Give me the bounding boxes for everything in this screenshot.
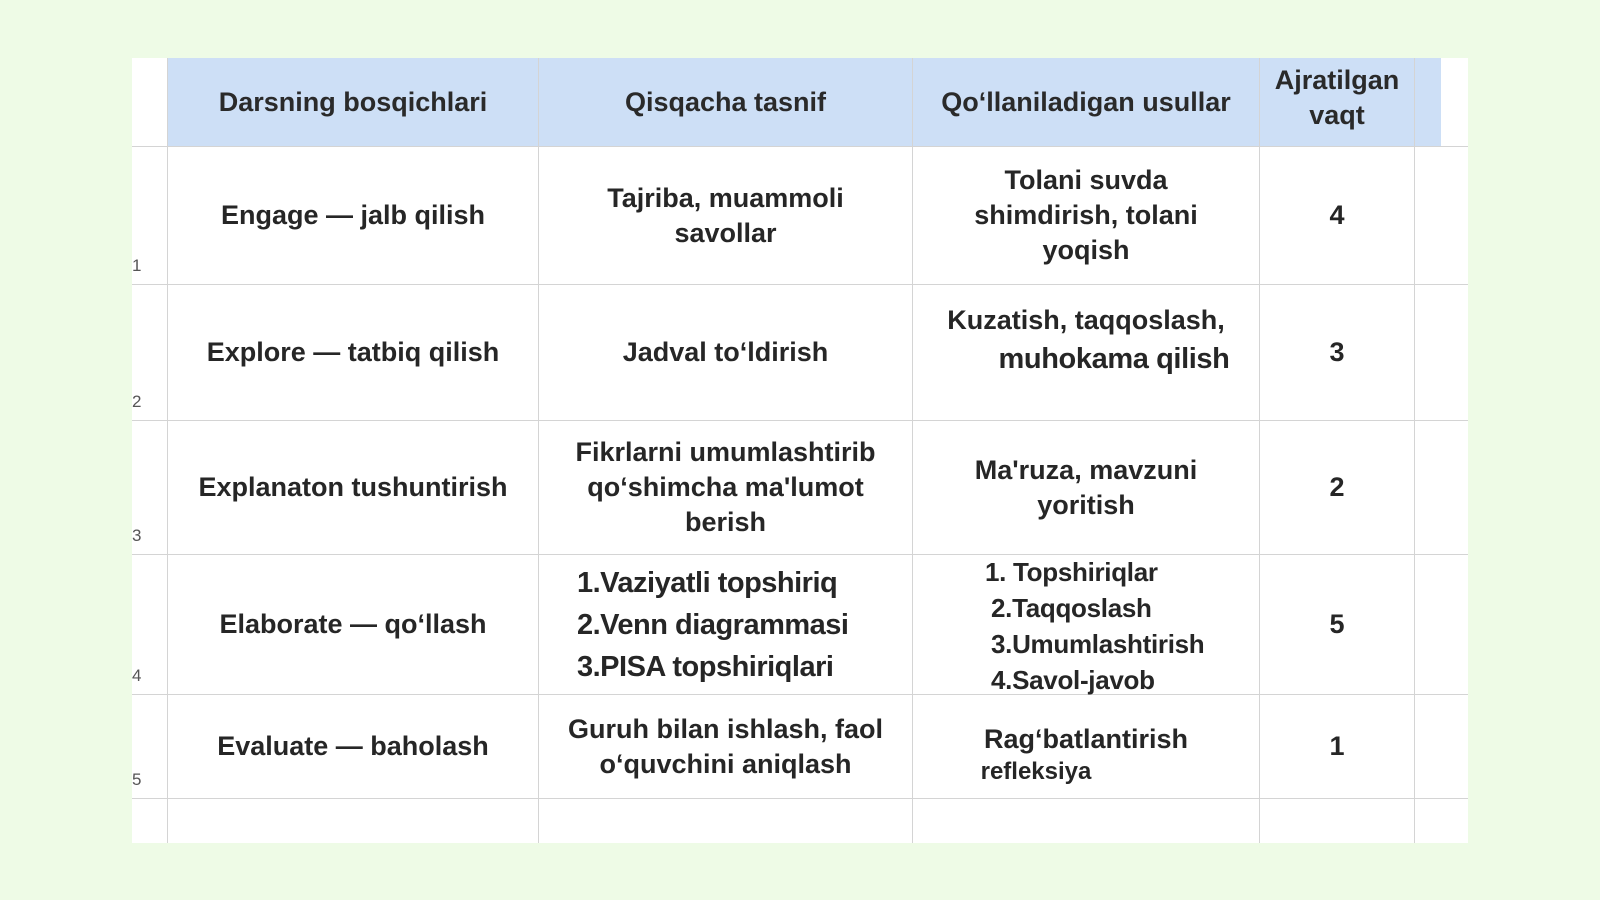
usul-line: 2.Taqqoslash (991, 593, 1152, 623)
tasnif-cell: Jadval to‘ldirish (622, 337, 829, 367)
stage-cell: Engage — jalb qilish (220, 200, 486, 230)
tasnif-line: Fikrlarni umumlashtirib (575, 437, 876, 467)
row-number: 4 (132, 666, 142, 685)
tasnif-line: Tajriba, muammoli (607, 182, 844, 213)
usul-cell (913, 703, 1259, 806)
tasnif-cell (539, 555, 912, 694)
vaqt-cell: 5 (1329, 609, 1345, 639)
usul-line: Tolani suvda (1004, 165, 1168, 195)
header-qisqacha-tasnif: Qisqacha tasnif (624, 86, 827, 117)
vaqt-cell: 2 (1329, 472, 1345, 502)
header-vaqt-line: Ajratilgan (1274, 65, 1400, 95)
row-number: 3 (132, 526, 142, 545)
row-number: 2 (132, 392, 142, 411)
vaqt-cell: 1 (1329, 731, 1345, 761)
grid-line (1414, 58, 1415, 843)
tasnif-line: 3.PISA topshiriqlari (577, 650, 834, 683)
tasnif-line: qo‘shimcha ma'lumot (587, 472, 864, 502)
tasnif-line: Guruh bilan ishlash, faol (567, 713, 884, 744)
stage-cell: Explanaton tushuntirish (198, 472, 508, 502)
header-vaqt-line: vaqt (1309, 100, 1365, 130)
usul-cell (913, 555, 1259, 697)
header-ajratilgan-vaqt (1260, 58, 1414, 138)
usul-line: 3.Umumlashtirish (991, 629, 1205, 659)
row-number: 1 (132, 256, 142, 275)
vaqt-cell: 4 (1329, 200, 1345, 230)
usul-line: yoqish (1042, 235, 1130, 265)
spreadsheet-table (132, 58, 1468, 843)
stage-cell: Elaborate — qo‘llash (219, 609, 487, 639)
tasnif-line: savollar (674, 217, 777, 248)
usul-line: Kuzatish, taqqoslash, (947, 305, 1225, 335)
usul-line: 4.Savol-javob (991, 665, 1155, 695)
usul-line: muhokama qilish (998, 343, 1230, 375)
usul-cell (913, 147, 1259, 284)
usul-cell (913, 303, 1259, 420)
tasnif-cell (539, 147, 912, 284)
usul-line: Rag‘batlantirish (983, 724, 1189, 754)
usul-line: refleksiya (980, 758, 1092, 785)
usul-line: Ma'ruza, mavzuni (974, 454, 1198, 485)
tasnif-cell (539, 695, 912, 798)
tasnif-line: 2.Venn diagrammasi (577, 608, 849, 641)
usul-line: shimdirish, tolani (974, 200, 1198, 230)
row-number: 5 (132, 770, 142, 789)
usul-line: yoritish (1037, 489, 1135, 520)
usul-cell (913, 421, 1259, 554)
stage-cell: Explore — tatbiq qilish (206, 337, 500, 367)
vaqt-cell: 3 (1329, 337, 1345, 367)
tasnif-cell (539, 421, 912, 554)
grid-line (132, 798, 1468, 799)
header-darsning-bosqichlari: Darsning bosqichlari (218, 86, 488, 117)
tasnif-line: o‘quvchini aniqlash (599, 748, 852, 779)
stage-cell: Evaluate — baholash (217, 731, 489, 761)
usul-line: 1. Topshiriqlar (985, 557, 1158, 587)
header-qollaniladigan-usullar: Qo‘llaniladigan usullar (941, 86, 1231, 117)
tasnif-line: berish (684, 507, 767, 537)
tasnif-line: 1.Vaziyatli topshiriq (577, 566, 838, 599)
